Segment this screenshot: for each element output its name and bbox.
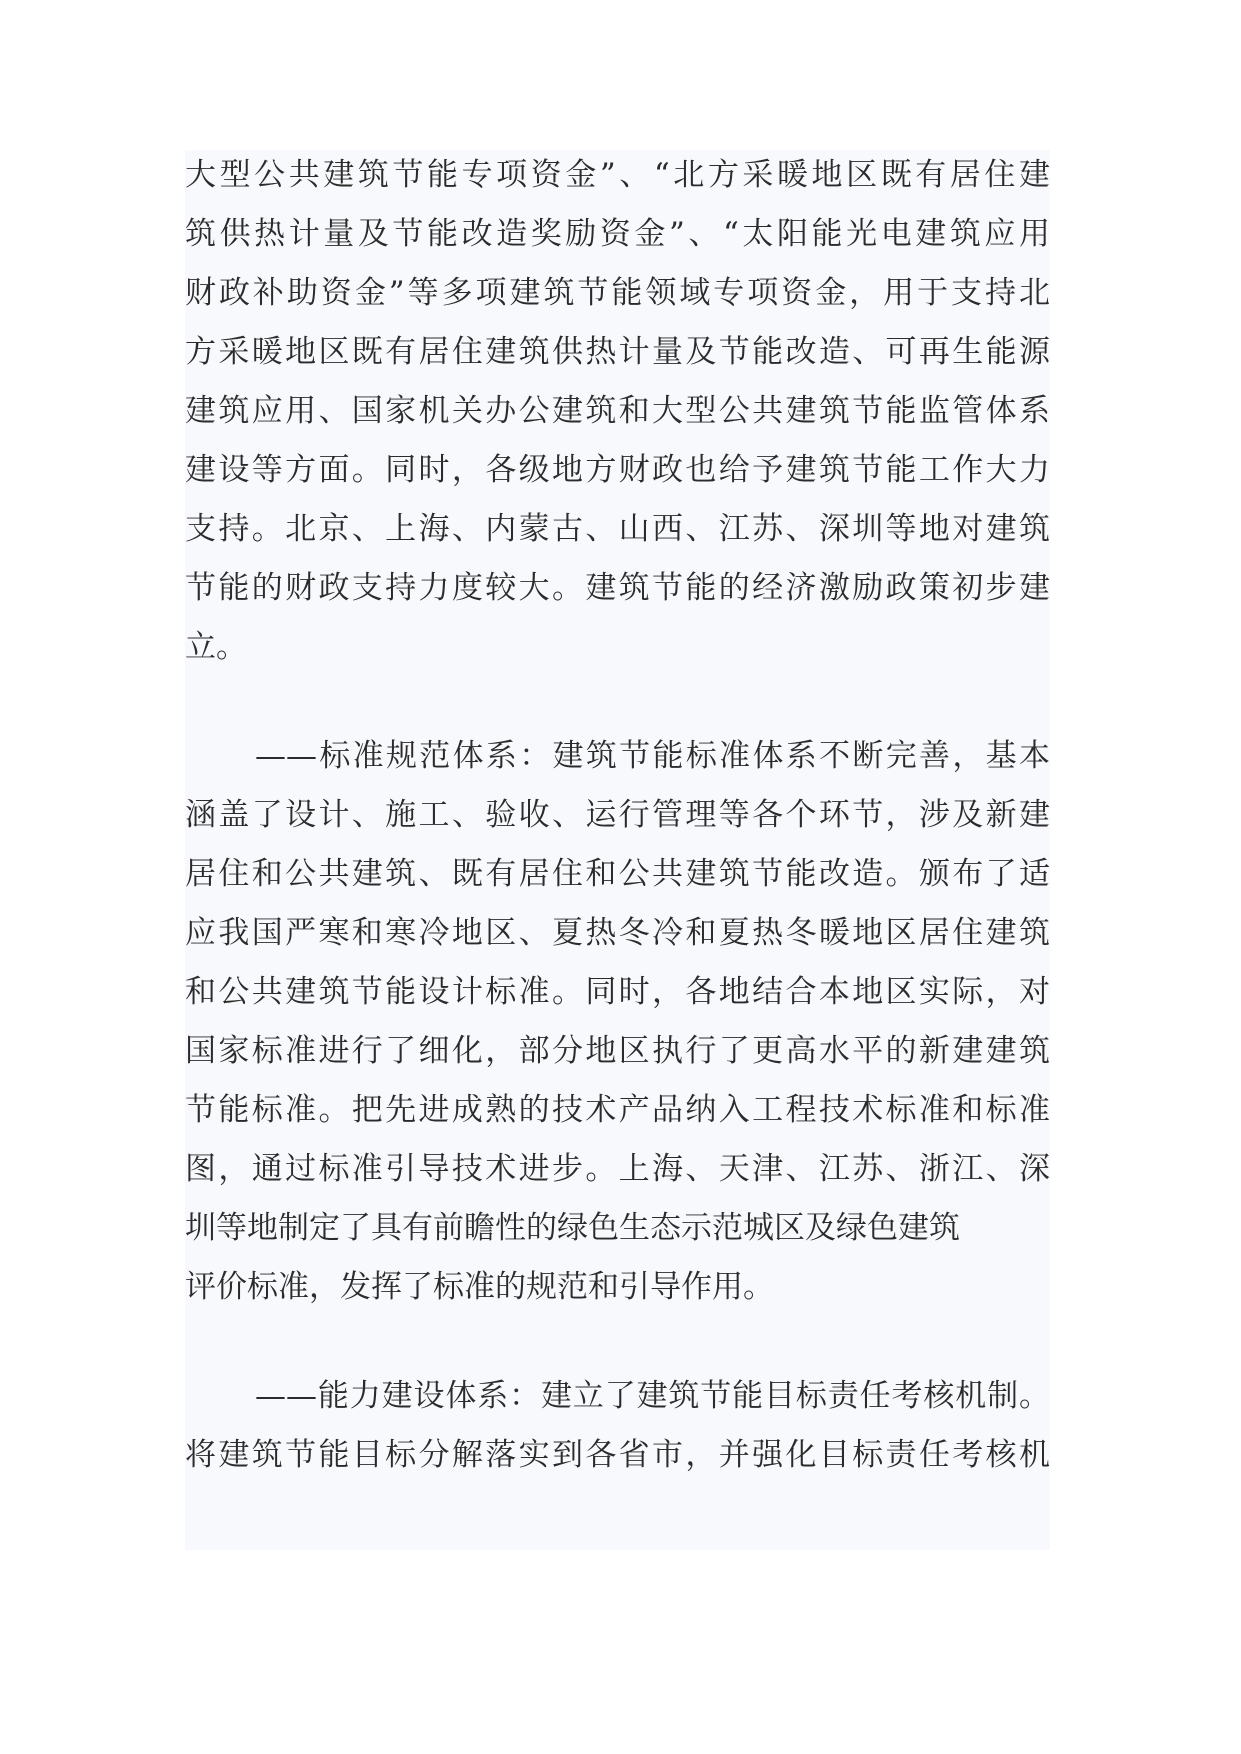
paragraph-1-line-8: 节能的财政支持力度较大。建筑节能的经济激励政策初步建 <box>185 570 1050 606</box>
paragraph-1-line-3: 财政补助资金”等多项建筑节能领域专项资金，用于支持北 <box>185 275 1050 311</box>
paragraph-2-line-3: 居住和公共建筑、既有居住和公共建筑节能改造。颁布了适 <box>185 856 1050 892</box>
paragraph-3-line-1: ——能力建设体系：建立了建筑节能目标责任考核机制。 <box>255 1378 1050 1414</box>
paragraph-1-line-6: 建设等方面。同时，各级地方财政也给予建筑节能工作大力 <box>185 452 1050 488</box>
paragraph-1-line-1: 大型公共建筑节能专项资金”、“北方采暖地区既有居住建 <box>185 157 1050 193</box>
paragraph-1-line-5: 建筑应用、国家机关办公建筑和大型公共建筑节能监管体系 <box>185 393 1050 429</box>
paragraph-1-line-4: 方采暖地区既有居住建筑供热计量及节能改造、可再生能源 <box>185 334 1050 370</box>
paragraph-2-line-8: 图，通过标准引导技术进步。上海、天津、江苏、浙江、深 <box>185 1151 1050 1187</box>
paragraph-2-line-10: 评价标准，发挥了标准的规范和引导作用。 <box>185 1269 774 1305</box>
paragraph-2-line-1: ——标准规范体系：建筑节能标准体系不断完善，基本 <box>255 738 1050 774</box>
paragraph-1-line-7: 支持。北京、上海、内蒙古、山西、江苏、深圳等地对建筑 <box>185 511 1050 547</box>
paragraph-3-line-2: 将建筑节能目标分解落实到各省市，并强化目标责任考核机 <box>185 1437 1050 1473</box>
paragraph-2-line-5: 和公共建筑节能设计标准。同时，各地结合本地区实际，对 <box>185 974 1050 1010</box>
paragraph-2-line-7: 节能标准。把先进成熟的技术产品纳入工程技术标准和标准 <box>185 1092 1050 1128</box>
paragraph-1-line-2: 筑供热计量及节能改造奖励资金”、“太阳能光电建筑应用 <box>185 216 1050 252</box>
paragraph-2-line-2: 涵盖了设计、施工、验收、运行管理等各个环节，涉及新建 <box>185 797 1050 833</box>
paragraph-1-line-9: 立。 <box>185 629 247 665</box>
body-text <box>185 150 1050 1550</box>
paragraph-2-line-9: 圳等地制定了具有前瞻性的绿色生态示范城区及绿色建筑 <box>185 1210 960 1246</box>
paragraph-2-line-6: 国家标准进行了细化，部分地区执行了更高水平的新建建筑 <box>185 1033 1050 1069</box>
paragraph-2-line-4: 应我国严寒和寒冷地区、夏热冬冷和夏热冬暖地区居住建筑 <box>185 915 1050 951</box>
